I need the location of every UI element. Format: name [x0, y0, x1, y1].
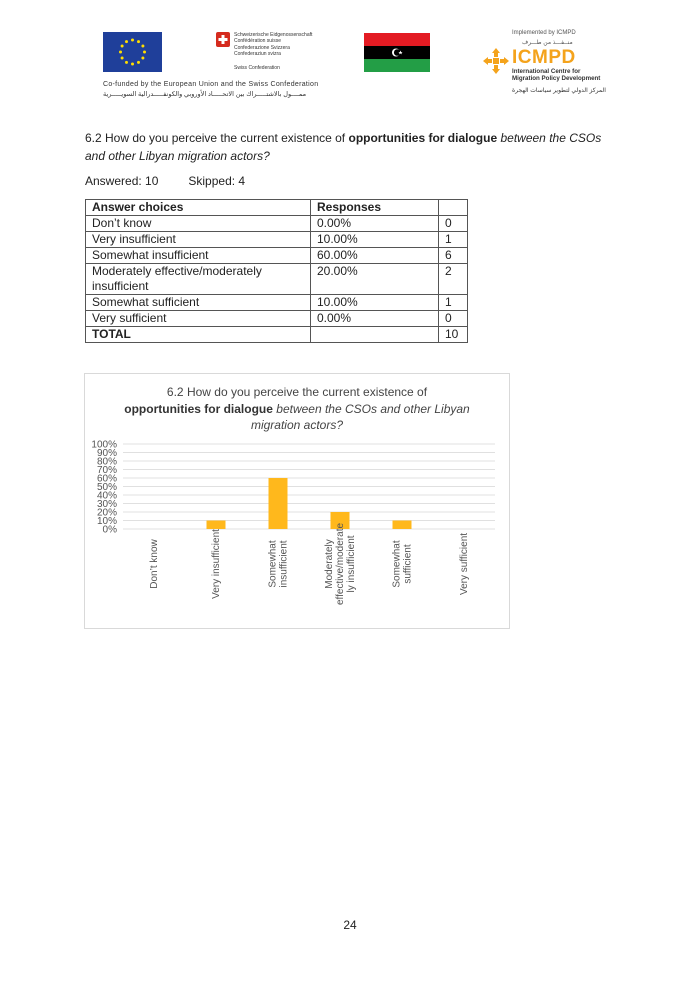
x-tick-label-line: Don’t know	[149, 539, 160, 589]
y-tick-label: 30%	[96, 499, 117, 510]
x-tick-label	[459, 533, 470, 595]
y-tick-label: 90%	[96, 448, 117, 459]
skipped-count: Skipped: 4	[188, 174, 246, 188]
eu-flag-logo	[103, 32, 162, 72]
eu-stars-icon	[103, 32, 162, 72]
table-header-count	[439, 200, 468, 216]
y-tick-label: 40%	[96, 490, 117, 502]
swiss-names: Schweizerische Eidgenossenschaft Confédération suisse Confederazione Svizzera Confederaziun svizra	[234, 32, 313, 57]
icmpd-full-name: International Centre for Migration Policy Development	[512, 68, 601, 82]
x-tick-label-line: sufficient	[402, 544, 414, 584]
x-tick-label-line: Somewhat	[391, 540, 403, 588]
table-header-choices: Answer choices	[86, 200, 311, 216]
table-header-row	[86, 200, 468, 216]
table-row: Moderately effective/moderately insufficient 20.00% 2	[86, 264, 468, 295]
answers-table	[85, 199, 468, 343]
x-tick-label-line: ly insufficient	[346, 535, 357, 593]
libya-flag-icon	[390, 46, 404, 59]
libya-flag-logo	[364, 33, 430, 72]
y-tick-label: 10%	[96, 516, 117, 527]
table-row: Very sufficient 0.00% 0	[86, 311, 468, 327]
icmpd-wordmark: ICMPD	[512, 47, 576, 68]
y-tick-label: 0%	[102, 524, 117, 536]
y-tick-label: 100%	[91, 439, 117, 451]
response-stats	[85, 174, 245, 188]
x-tick-label	[324, 523, 357, 606]
x-tick-label-line: Very insufficient	[211, 529, 222, 599]
y-tick-label: 60%	[96, 473, 117, 485]
table-row: Somewhat insufficient 60.00% 6	[86, 248, 468, 264]
cofunded-statement-arabic: ممــــول بالاشتـــــراك بين الاتحـــــاد الأوروبي والكونفـــــدرالية السويـــــرية	[103, 91, 307, 98]
chart-plot	[85, 374, 509, 628]
x-tick-label-line: insufficient	[278, 540, 290, 588]
chart-bar	[269, 478, 288, 529]
table-row: Somewhat sufficient 10.00% 1	[86, 295, 468, 311]
x-tick-label-line: effective/moderate	[335, 522, 346, 606]
table-total-row: TOTAL 10	[86, 327, 468, 343]
x-tick-label-line: Somewhat	[267, 540, 279, 588]
x-tick-label	[149, 538, 160, 588]
icmpd-arabic-name: المركز الدولي لتطوير سياسات الهجرة	[512, 88, 606, 94]
x-tick-label-line: Very sufficient	[459, 532, 470, 596]
implemented-by-arabic: منــفـــذ من طـــرف	[522, 40, 573, 46]
y-tick-label: 80%	[96, 456, 117, 468]
chart-bar	[207, 521, 226, 530]
answered-count: Answered: 10	[85, 174, 159, 188]
x-tick-label	[392, 540, 414, 587]
chart-title: 6.2 How do you perceive the current existence of opportunities for dialogue between the CSOs and other Libyan migration actors?	[124, 385, 470, 432]
y-tick-label: 50%	[96, 482, 117, 493]
x-tick-label	[211, 529, 222, 599]
table-row: Very insufficient 10.00% 1	[86, 232, 468, 248]
chart-bar	[393, 521, 412, 530]
table-header-responses: Responses	[311, 200, 439, 216]
bar-chart	[84, 373, 510, 629]
y-tick-label: 70%	[96, 465, 117, 476]
y-tick-label: 20%	[96, 507, 117, 519]
swiss-confederation-label: Swiss Confederation	[234, 65, 280, 71]
page-number: 24	[343, 918, 357, 932]
icmpd-logo-mark-icon	[483, 48, 509, 79]
implemented-by-label: Implemented by ICMPD	[512, 30, 576, 36]
x-tick-label-line: Moderately	[324, 539, 335, 589]
cofunded-statement: Co-funded by the European Union and the Swiss Confederation	[103, 81, 319, 88]
x-tick-label	[268, 540, 290, 587]
table-row: Don’t know 0.00% 0	[86, 216, 468, 232]
swiss-cross-icon	[216, 32, 230, 47]
question-text: 6.2 How do you perceive the current existence of opportunities for dialogue between the CSOs and other Libyan migration actors?	[85, 131, 602, 163]
